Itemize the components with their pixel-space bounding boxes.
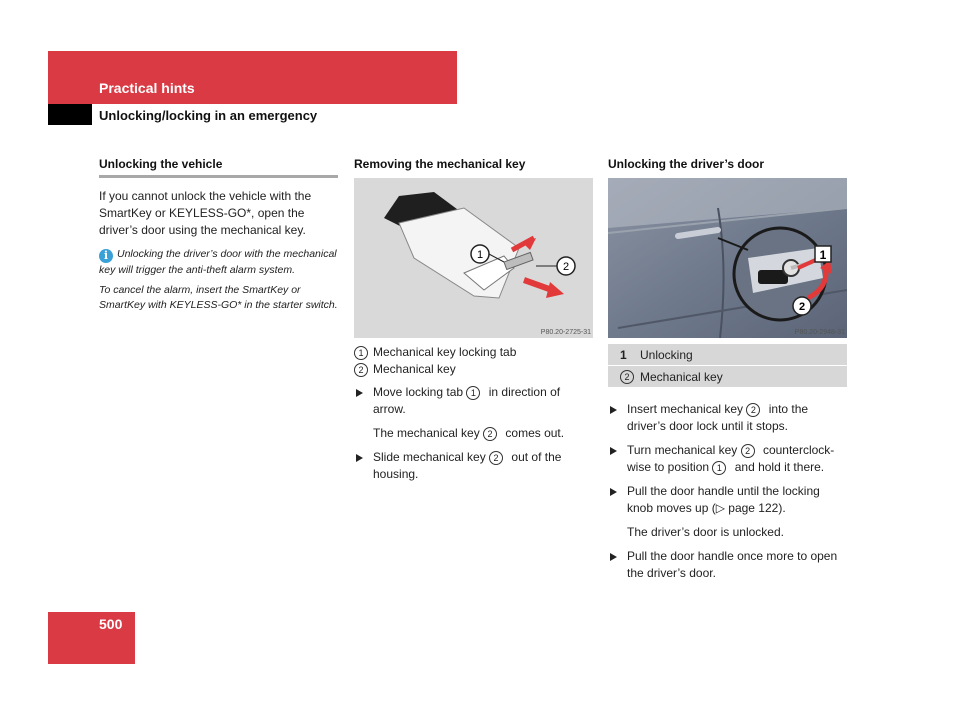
- step-item: Pull the door handle until the locking knob moves up (▷ page 122).: [608, 483, 847, 517]
- figure-door: [608, 178, 847, 338]
- header-marker: [48, 104, 92, 125]
- ref-num: 2: [746, 403, 760, 417]
- col3-heading: Unlocking the driver’s door: [608, 157, 765, 171]
- legend-text: Mechanical key: [373, 362, 456, 376]
- table-label: Mechanical key: [640, 369, 723, 384]
- figure-smartkey: [354, 178, 593, 338]
- table-row: [608, 344, 847, 365]
- legend-text: Mechanical key locking tab: [373, 345, 517, 359]
- legend-item: [354, 344, 593, 361]
- header-band: [48, 51, 457, 104]
- column-unlocking-door: [608, 156, 847, 589]
- table-label: Unlocking: [640, 347, 693, 362]
- bullet-triangle-icon: [610, 406, 617, 414]
- callout-2: 2: [798, 301, 806, 313]
- figure-code: P80.20-2725-31: [540, 329, 591, 336]
- step-item: Turn mechanical key 2 counterclock-wise to position 1 and hold it there.: [608, 442, 847, 476]
- bullet-triangle-icon: [610, 553, 617, 561]
- bullet-triangle-icon: [356, 454, 363, 462]
- step-result: The driver’s door is unlocked.: [627, 525, 784, 539]
- col1-note-1-text: Unlocking the driver’s door with the mechanical key will trigger the anti-theft alarm system.: [99, 248, 337, 276]
- step-item: Move locking tab 1 in direction of arrow.: [354, 384, 593, 418]
- step-item: Slide mechanical key 2 out of the housing.: [354, 449, 593, 483]
- ref-num: 2: [620, 370, 634, 384]
- legend-num: 2: [354, 363, 368, 377]
- col2-steps: [354, 384, 593, 483]
- col1-note-1: [99, 247, 338, 278]
- smartkey-illustration: [354, 178, 593, 338]
- callout-1: 1: [819, 248, 827, 262]
- bullet-triangle-icon: [356, 389, 363, 397]
- figure-code: P80.20-2948-31: [794, 329, 845, 336]
- legend-num: 1: [354, 346, 368, 360]
- column-unlocking-vehicle: [99, 156, 338, 313]
- ref-num: 2: [741, 444, 755, 458]
- subsection-title: Unlocking/locking in an emergency: [99, 108, 318, 123]
- bullet-triangle-icon: [610, 447, 617, 455]
- bullet-triangle-icon: [610, 488, 617, 496]
- table-key: 1: [620, 347, 627, 362]
- door-illustration: [608, 178, 847, 338]
- page-number: 500: [99, 616, 123, 632]
- step-result: The mechanical key 2 comes out.: [373, 426, 565, 440]
- callout-1: 1: [476, 249, 484, 261]
- ref-num: 2: [483, 427, 497, 441]
- step-item: Insert mechanical key 2 into the driver’s door lock until it stops.: [608, 401, 847, 435]
- info-icon: i: [99, 249, 113, 263]
- callout-2: 2: [562, 261, 570, 273]
- section-title: Practical hints: [99, 80, 195, 96]
- ref-num: 1: [712, 461, 726, 475]
- column-removing-key: [354, 156, 593, 490]
- col3-steps: [608, 401, 847, 582]
- figure-legend: [354, 344, 593, 378]
- col1-heading: Unlocking the vehicle: [99, 156, 338, 178]
- ref-num: 2: [489, 451, 503, 465]
- key-table: [608, 344, 847, 387]
- col1-paragraph: If you cannot unlock the vehicle with the SmartKey or KEYLESS-GO*, open the driver’s door using the mechanical key.: [99, 189, 312, 237]
- ref-num: 1: [466, 386, 480, 400]
- table-row: [608, 366, 847, 387]
- step-item: Pull the door handle once more to open the driver’s door.: [608, 548, 847, 582]
- col1-note-2: To cancel the alarm, insert the SmartKey or SmartKey with KEYLESS-GO* in the starter switch.: [99, 284, 338, 311]
- col2-heading: Removing the mechanical key: [354, 157, 526, 171]
- table-key: [608, 369, 640, 384]
- legend-item: [354, 361, 593, 378]
